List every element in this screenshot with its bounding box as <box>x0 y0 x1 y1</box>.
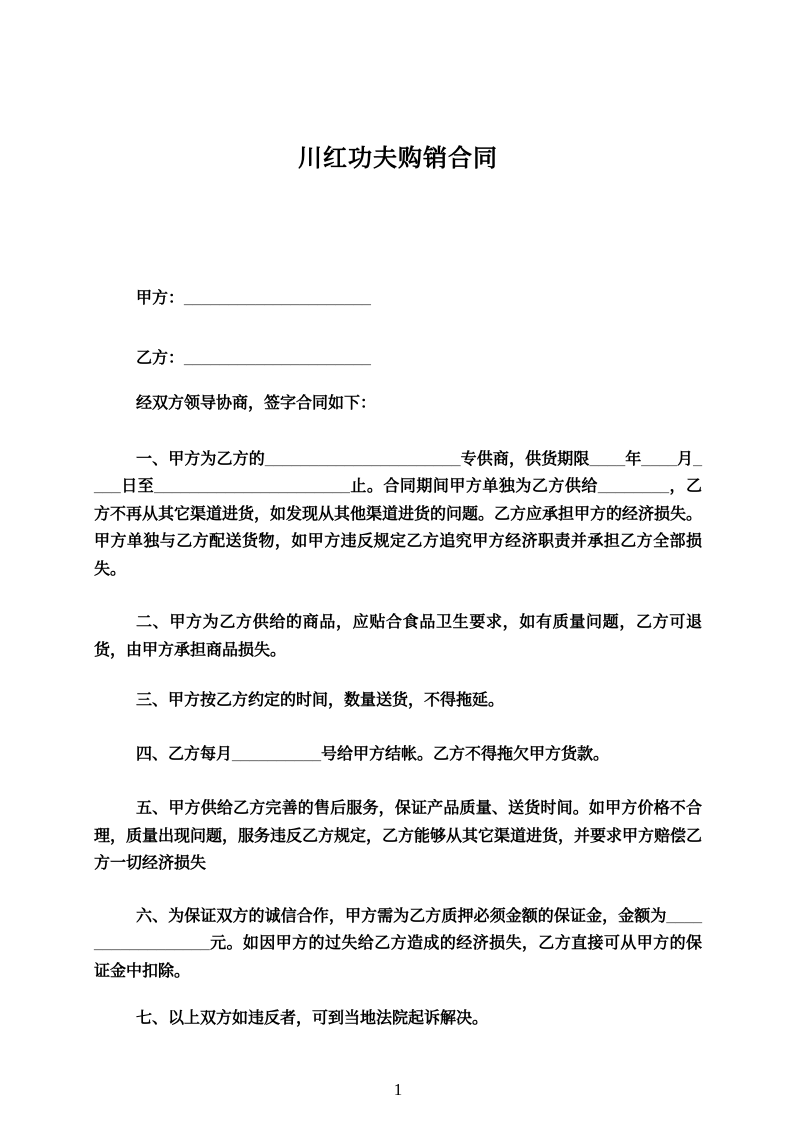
contract-page <box>0 143 793 1122</box>
clause-paragraph-2: 二、甲方为乙方供给的商品，应贴合食品卫生要求，如有质量问题，乙方可退货，由甲方承担商品损失。 <box>94 614 702 659</box>
clause-paragraph-1: 一、甲方为乙方的______________________专供商，供货期限____年____月____日至______________________止。合同期间甲方单独为乙方供给________，乙方不再从其它渠道进货，如发现从其他渠道进货的问题。乙方应承担甲方的经济损失。甲方单独与乙方配送货物，如甲方违反规定乙方追究甲方经济职责并承担乙方全部损失。 <box>94 450 703 578</box>
clause-paragraph-5: 五、甲方供给乙方完善的售后服务，保证产品质量、送货时间。如甲方价格不合理，质量出现问题，服务违反乙方规定，乙方能够从其它渠道进货，并要求甲方赔偿乙方一切经济损失 <box>94 800 703 872</box>
party-b-label: 乙方： <box>136 349 185 367</box>
clause-paragraph-3: 三、甲方按乙方约定的时间，数量送货，不得拖延。 <box>136 692 505 709</box>
document-title: 川红功夫购销合同 <box>298 145 498 172</box>
party-a-blank-line: _____________________ <box>184 290 371 307</box>
clause-paragraph-7: 七、以上双方如违反者，可到当地法院起诉解决。 <box>136 1010 489 1027</box>
party-a-row <box>94 285 702 313</box>
clause-paragraph-6: 六、为保证双方的诚信合作，甲方需为乙方质押必须金额的保证金，金额为_________________元。如因甲方的过失给乙方造成的经济损失，乙方直接可从甲方的保证金中扣除。 <box>94 907 702 980</box>
party-b-row <box>94 345 702 373</box>
clause-paragraph-4: 四、乙方每月__________号给甲方结帐。乙方不得拖欠甲方货款。 <box>136 745 609 763</box>
party-a-label: 甲方： <box>136 290 185 307</box>
party-b-blank-line: _____________________ <box>184 349 371 367</box>
page-number: 1 <box>393 1079 403 1099</box>
intro-paragraph: 经双方领导协商，签字合同如下： <box>136 395 377 412</box>
